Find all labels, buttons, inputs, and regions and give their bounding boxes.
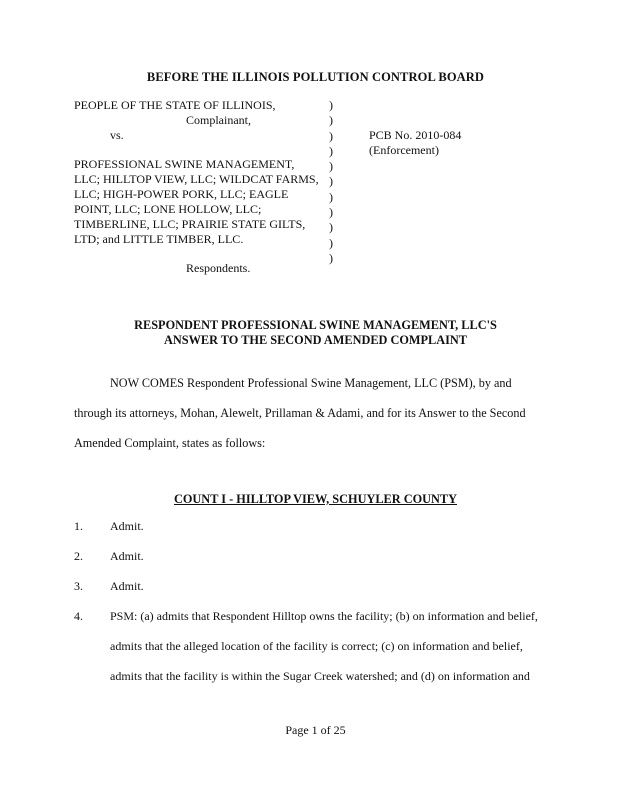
answer-text-2: Admit. <box>110 549 144 563</box>
plaintiff-role: Complainant, <box>186 113 251 127</box>
caption-parentheses: ) ) ) ) ) ) ) ) ) ) ) <box>329 98 333 265</box>
case-number: PCB No. 2010-084 <box>369 128 462 142</box>
count-heading: COUNT I - HILLTOP VIEW, SCHUYLER COUNTY <box>173 492 458 506</box>
respondents-role: Respondents. <box>186 261 251 275</box>
answer-number-4: 4. <box>74 609 83 623</box>
answer-text-4-cont-1: admits that the alleged location of the facility is correct; (c) on information and belief, <box>110 639 523 653</box>
answer-number-2: 2. <box>74 549 83 563</box>
answer-number-1: 1. <box>74 519 83 533</box>
intro-line-3: Amended Complaint, states as follows: <box>74 436 266 450</box>
document-title-line-2: ANSWER TO THE SECOND AMENDED COMPLAINT <box>163 333 468 347</box>
answer-text-4-cont-2: admits that the facility is within the Sugar Creek watershed; and (d) on information and <box>110 669 530 683</box>
respondents-line-2: LLC; HILLTOP VIEW, LLC; WILDCAT FARMS, <box>74 172 319 186</box>
plaintiff-name: PEOPLE OF THE STATE OF ILLINOIS, <box>74 98 276 112</box>
respondents-line-5: TIMBERLINE, LLC; PRAIRIE STATE GILTS, <box>74 217 306 231</box>
answer-text-3: Admit. <box>110 579 144 593</box>
intro-line-2: through its attorneys, Mohan, Alewelt, Prillaman & Adami, and for its Answer to the Second <box>74 406 526 420</box>
answer-text-1: Admit. <box>110 519 144 533</box>
answer-text-4: PSM: (a) admits that Respondent Hilltop owns the facility; (b) on information and belief, <box>110 609 538 623</box>
versus-label: vs. <box>110 128 124 142</box>
answer-number-3: 3. <box>74 579 83 593</box>
intro-line-1: NOW COMES Respondent Professional Swine Management, LLC (PSM), by and <box>110 376 512 390</box>
page-number: Page 1 of 25 <box>285 723 346 737</box>
case-type: (Enforcement) <box>369 143 439 157</box>
court-title: BEFORE THE ILLINOIS POLLUTION CONTROL BOARD <box>146 70 485 84</box>
respondents-line-3: LLC; HIGH-POWER PORK, LLC; EAGLE <box>74 187 289 201</box>
respondents-line-1: PROFESSIONAL SWINE MANAGEMENT, <box>74 157 295 171</box>
respondents-line-4: POINT, LLC; LONE HOLLOW, LLC; <box>74 202 262 216</box>
document-title-line-1: RESPONDENT PROFESSIONAL SWINE MANAGEMENT, LLC'S <box>134 318 497 332</box>
respondents-line-6: LTD; and LITTLE TIMBER, LLC. <box>74 232 244 246</box>
